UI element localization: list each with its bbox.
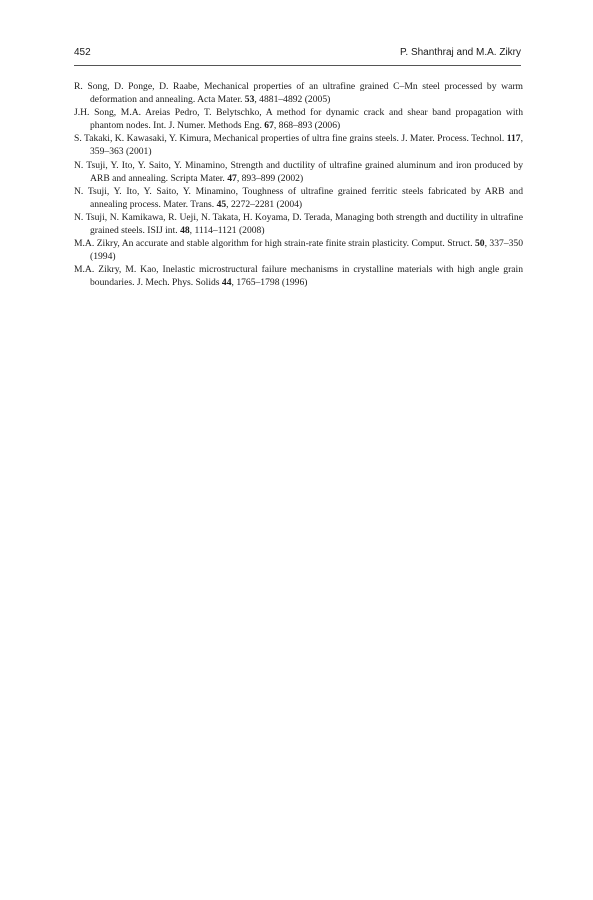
reference-pages-year: , 359–363 (2001) [90, 133, 523, 158]
reference-volume: 53 [244, 94, 255, 106]
page-header [74, 45, 521, 61]
reference-pages-year: , 1765–1798 (1996) [231, 277, 308, 289]
reference-volume: 117 [506, 133, 521, 145]
reference-item [74, 237, 523, 263]
reference-volume: 67 [264, 120, 274, 132]
reference-item [74, 132, 523, 158]
reference-text: R. Song, D. Ponge, D. Raabe, Mechanical properties of an ultrafine grained C–Mn steel processed by warm deformation and annealing. Acta Mater. [74, 81, 523, 106]
reference-text: M.A. Zikry, M. Kao, Inelastic microstructural failure mechanisms in crystalline materials with high angle grain boundaries. J. Mech. Phys. Solids [74, 264, 523, 289]
reference-text: M.A. Zikry, An accurate and stable algorithm for high strain-rate finite strain plasticity. Comput. Struct. [74, 238, 475, 250]
reference-text: N. Tsuji, Y. Ito, Y. Saito, Y. Minamino, Toughness of ultrafine grained ferritic steels fabricated by ARB and annealing process. Mater. Trans. [74, 185, 523, 210]
reference-text: S. Takaki, K. Kawasaki, Y. Kimura, Mechanical properties of ultra fine grains steels. J. Mater. Process. Technol. [74, 133, 507, 145]
reference-pages-year: , 337–350 (1994) [90, 238, 524, 263]
reference-item [74, 106, 523, 132]
page-number: 452 [74, 47, 91, 58]
header-rule [74, 65, 521, 66]
reference-pages-year: , 1114–1121 (2008) [189, 225, 265, 237]
reference-item [74, 80, 523, 106]
reference-item [74, 263, 523, 289]
reference-text: N. Tsuji, Y. Ito, Y. Saito, Y. Minamino, Strength and ductility of ultrafine grained aluminum and iron produced by ARB and annealing. Scripta Mater. [74, 159, 523, 184]
reference-text: N. Tsuji, N. Kamikawa, R. Ueji, N. Takata, H. Koyama, D. Terada, Managing both strength and ductility in ultrafine grained steels. ISIJ int. [74, 211, 523, 237]
reference-volume: 47 [227, 172, 237, 184]
reference-pages-year: , 4881–4892 (2005) [254, 94, 331, 106]
reference-volume: 45 [216, 198, 227, 210]
reference-list [74, 80, 523, 290]
reference-item [74, 185, 523, 211]
reference-pages-year: , 868–893 (2006) [273, 120, 341, 132]
reference-volume: 48 [180, 225, 190, 237]
reference-pages-year: , 2272–2281 (2004) [226, 198, 303, 210]
reference-item [74, 211, 523, 237]
reference-volume: 50 [474, 238, 485, 250]
reference-item [74, 159, 523, 185]
reference-pages-year: , 893–899 (2002) [236, 172, 304, 184]
reference-text: J.H. Song, M.A. Areias Pedro, T. Belytschko, A method for dynamic crack and shear band propagation with phantom nodes. Int. J. Numer. Methods Eng. [74, 107, 523, 132]
running-head: P. Shanthraj and M.A. Zikry [400, 47, 521, 58]
reference-volume: 44 [221, 277, 232, 289]
